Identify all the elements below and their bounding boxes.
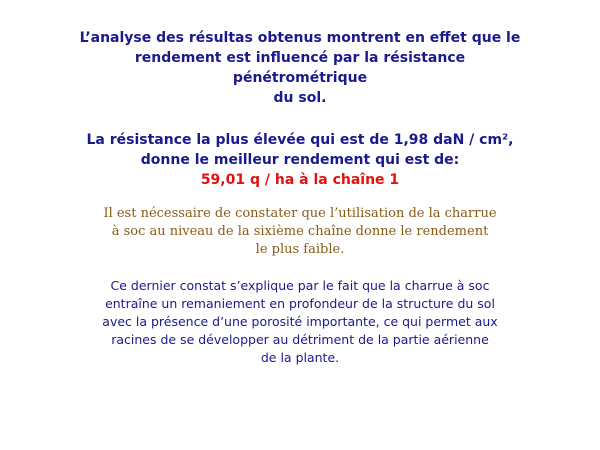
text-line: racines de se développer au détriment de la partie aérienne xyxy=(111,332,489,347)
text-line: entraîne un remaniement en profondeur de la structure du sol xyxy=(105,296,495,311)
text-line: Il est nécessaire de constater que l’utilisation de la charrue xyxy=(103,206,497,221)
plough-observation-paragraph xyxy=(30,205,570,259)
text-line: avec la présence d’une porosité importante, ce qui permet aux xyxy=(102,314,498,329)
text-line: La résistance la plus élevée qui est de 1,98 daN / cm², xyxy=(86,132,514,148)
yield-highlight: 59,01 q / ha à la chaîne 1 xyxy=(200,172,400,188)
analysis-paragraph xyxy=(30,28,570,108)
text-line: à soc au niveau de la sixième chaîne donne le rendement xyxy=(111,224,489,239)
text-line: pénétrométrique xyxy=(232,70,368,86)
text-line: L’analyse des résultas obtenus montrent en effet que le xyxy=(79,30,521,46)
text-line: rendement est influencé par la résistance xyxy=(134,50,466,66)
text-line: du sol. xyxy=(273,90,327,106)
text-line: le plus faible. xyxy=(255,242,345,257)
resistance-paragraph xyxy=(30,130,570,190)
explanation-paragraph xyxy=(30,277,570,367)
text-line: de la plante. xyxy=(260,350,340,365)
text-line: Ce dernier constat s’explique par le fait que la charrue à soc xyxy=(110,278,490,293)
text-line: donne le meilleur rendement qui est de: xyxy=(140,152,460,168)
